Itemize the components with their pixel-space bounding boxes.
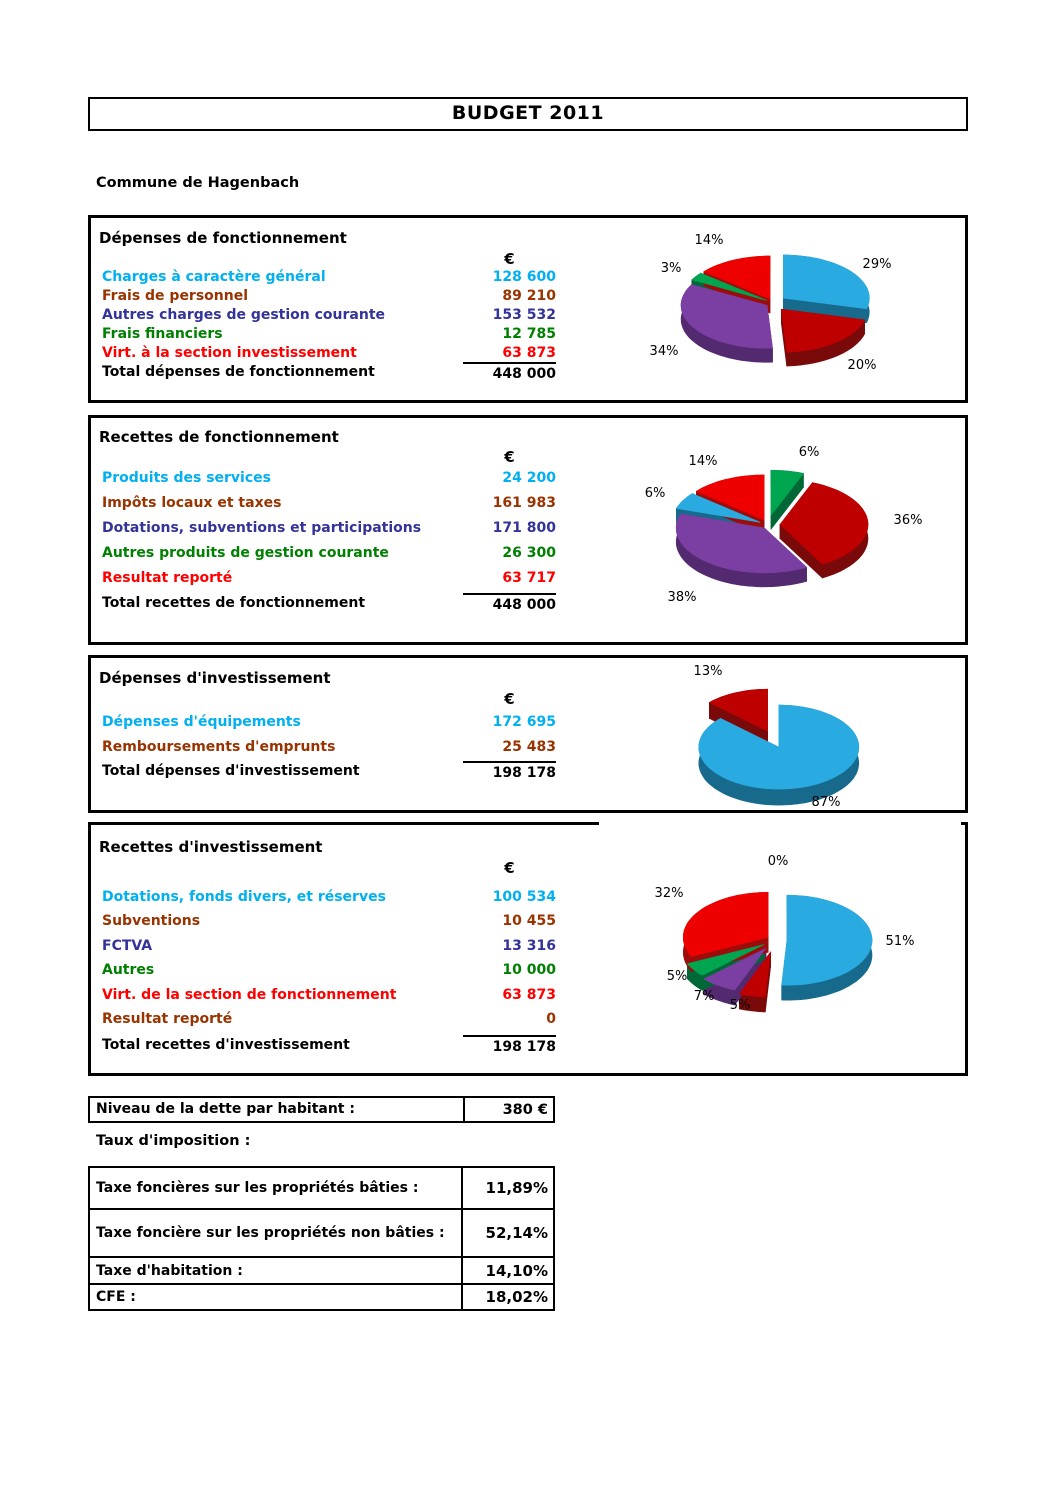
row-label: Resultat reporté	[102, 1011, 233, 1027]
budget-row	[102, 936, 556, 956]
budget-row	[102, 343, 556, 363]
row-label: Virt. de la section de fonctionnement	[102, 986, 397, 1003]
row-label: Total dépenses d'investissement	[102, 763, 360, 779]
budget-row	[102, 985, 556, 1005]
row-label: Subventions	[102, 913, 201, 930]
row-label: Remboursements d'emprunts	[102, 739, 336, 755]
budget-row	[102, 324, 556, 344]
section-title: Recettes de fonctionnement	[99, 428, 339, 446]
tax-value: 18,02%	[485, 1288, 548, 1306]
row-value: 13 316	[502, 937, 556, 954]
row-label: Frais de personnel	[102, 288, 249, 304]
section-title: Dépenses de fonctionnement	[99, 229, 347, 247]
budget-row	[102, 960, 556, 980]
tax-rates-table	[88, 1166, 555, 1311]
row-label: Charges à caractère général	[102, 269, 326, 285]
row-value: 89 210	[502, 288, 556, 304]
currency-column-header: €	[504, 690, 515, 708]
budget-row	[102, 568, 556, 588]
row-value: 198 178	[463, 1035, 556, 1057]
row-label: Dotations, subventions et participations	[102, 520, 422, 536]
budget-row	[102, 286, 556, 306]
tax-label: Taxe d'habitation :	[90, 1258, 463, 1283]
budget-row	[102, 267, 556, 287]
pie-percent-label: 51%	[885, 934, 915, 949]
row-value: 63 873	[502, 345, 556, 361]
row-value: 153 532	[492, 307, 556, 323]
row-value: 63 873	[502, 986, 556, 1003]
tax-label: CFE :	[90, 1285, 463, 1309]
tax-value: 14,10%	[485, 1261, 548, 1280]
section-depenses-investissement	[88, 655, 968, 813]
pie-percent-label: 6%	[798, 445, 820, 460]
section-recettes-fonctionnement	[88, 415, 968, 645]
pie-chart-3	[599, 818, 961, 1040]
budget-row	[102, 887, 556, 907]
tax-row	[90, 1256, 553, 1283]
pie-percent-label: 14%	[694, 233, 724, 248]
total-row	[102, 761, 556, 781]
tax-row	[90, 1283, 553, 1309]
budget-row	[102, 305, 556, 325]
row-value: 63 717	[502, 570, 556, 586]
row-label: FCTVA	[102, 937, 153, 954]
currency-column-header: €	[504, 859, 515, 877]
row-label: Resultat reporté	[102, 570, 233, 586]
row-label: Impôts locaux et taxes	[102, 495, 282, 511]
row-label: Dépenses d'équipements	[102, 714, 301, 730]
pie-chart-1	[631, 440, 966, 620]
budget-row	[102, 737, 556, 757]
pie-percent-label: 38%	[667, 590, 697, 605]
row-label: Autres charges de gestion courante	[102, 307, 386, 323]
row-label: Produits des services	[102, 470, 271, 486]
row-label: Total recettes d'investissement	[102, 1037, 350, 1053]
pie-chart-0	[631, 223, 966, 398]
section-title: Dépenses d'investissement	[99, 669, 331, 687]
pie-percent-label: 3%	[660, 261, 682, 276]
row-value: 12 785	[502, 326, 556, 342]
row-label: Autres	[102, 962, 155, 979]
row-value: 0	[546, 1011, 556, 1027]
row-label: Total recettes de fonctionnement	[102, 595, 366, 611]
row-value: 198 178	[463, 761, 556, 783]
document-title: BUDGET 2011	[88, 97, 968, 131]
debt-label: Niveau de la dette par habitant :	[96, 1101, 355, 1117]
pie-percent-label: 14%	[688, 454, 718, 469]
row-label: Frais financiers	[102, 326, 223, 342]
pie-percent-label: 5%	[729, 998, 751, 1013]
tax-row	[90, 1208, 553, 1256]
row-value: 10 455	[502, 913, 556, 930]
pie-percent-label: 34%	[649, 344, 679, 359]
row-value: 10 000	[502, 962, 556, 979]
row-label: Dotations, fonds divers, et réserves	[102, 889, 386, 905]
tax-label: Taxe foncière sur les propriétés non bâties :	[90, 1210, 463, 1256]
row-value: 161 983	[492, 495, 556, 511]
total-row	[102, 593, 556, 613]
pie-chart-2	[636, 658, 966, 813]
pie-percent-label: 5%	[666, 969, 688, 984]
pie-percent-label: 13%	[693, 664, 723, 679]
budget-row	[102, 712, 556, 732]
commune-subtitle: Commune de Hagenbach	[96, 175, 300, 191]
pie-percent-label: 32%	[654, 886, 684, 901]
debt-table	[88, 1096, 555, 1123]
row-value: 448 000	[463, 593, 556, 615]
debt-value: 380 €	[463, 1098, 553, 1121]
section-title: Recettes d'investissement	[99, 838, 323, 856]
row-value: 171 800	[492, 520, 556, 536]
total-row	[102, 362, 556, 382]
section-depenses-fonctionnement	[88, 215, 968, 403]
budget-row	[102, 468, 556, 488]
budget-row	[102, 911, 556, 931]
row-value: 26 300	[502, 545, 556, 561]
pie-percent-label: 0%	[767, 854, 789, 869]
row-value: 100 534	[492, 889, 556, 905]
budget-row	[102, 1009, 556, 1029]
currency-column-header: €	[504, 448, 515, 466]
budget-row	[102, 493, 556, 513]
row-value: 128 600	[492, 269, 556, 285]
pie-percent-label: 36%	[893, 513, 923, 528]
row-value: 25 483	[502, 739, 556, 755]
tax-row	[90, 1168, 553, 1208]
pie-percent-label: 87%	[811, 795, 841, 810]
tax-label: Taxe foncières sur les propriétés bâties :	[90, 1168, 463, 1208]
tax-rates-heading: Taux d'imposition :	[96, 1133, 251, 1149]
row-value: 24 200	[502, 470, 556, 486]
row-label: Virt. à la section investissement	[102, 345, 357, 361]
pie-percent-label: 20%	[847, 358, 877, 373]
total-row	[102, 1035, 556, 1055]
budget-row	[102, 518, 556, 538]
tax-value: 11,89%	[485, 1179, 548, 1197]
row-value: 172 695	[492, 714, 556, 730]
section-recettes-investissement	[88, 822, 968, 1076]
tax-value: 52,14%	[485, 1224, 548, 1242]
budget-row	[102, 543, 556, 563]
pie-percent-label: 29%	[862, 257, 892, 272]
currency-column-header: €	[504, 250, 515, 268]
row-label: Total dépenses de fonctionnement	[102, 364, 375, 380]
row-value: 448 000	[463, 362, 556, 384]
pie-percent-label: 7%	[693, 989, 715, 1004]
row-label: Autres produits de gestion courante	[102, 545, 389, 561]
pie-percent-label: 6%	[644, 486, 666, 501]
